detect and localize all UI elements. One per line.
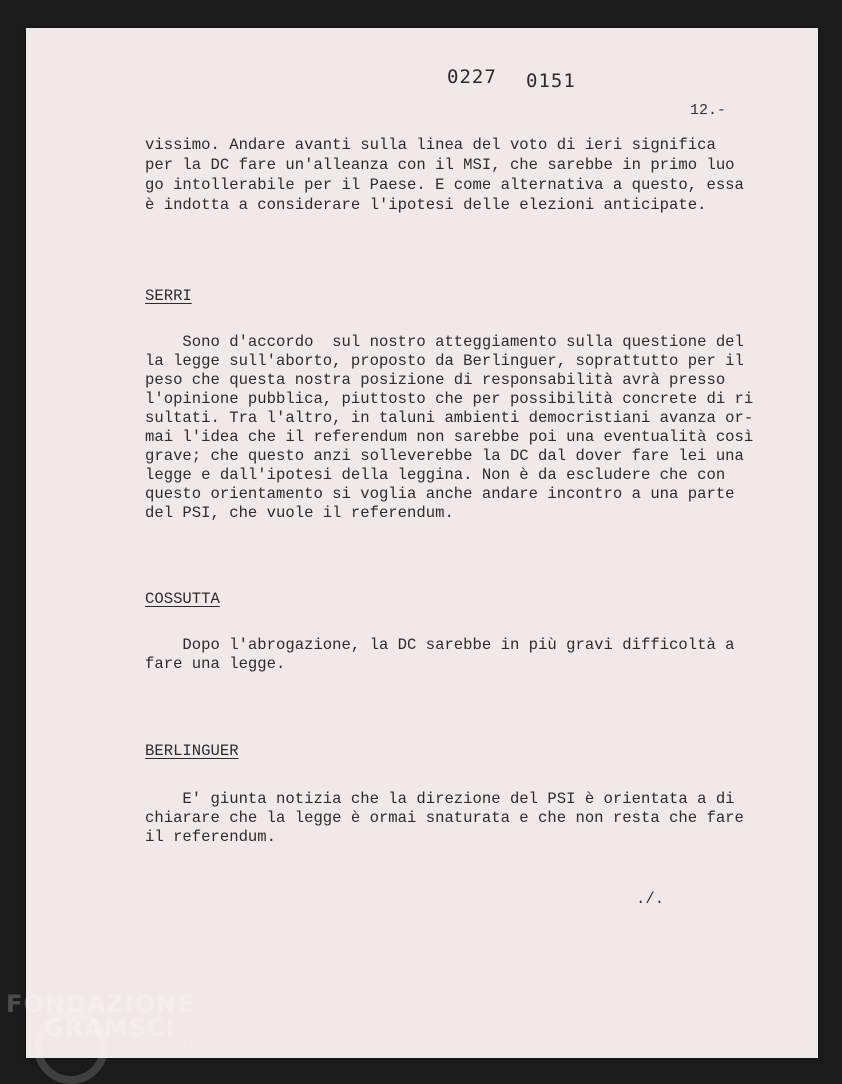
speaker-name: SERRI (145, 287, 192, 305)
text-line: sultati. Tra l'altro, in taluni ambienti democristiani avanza or- (145, 409, 754, 427)
text-line: il referendum. (145, 828, 277, 846)
text-line: è indotta a considerare l'ipotesi delle elezioni anticipate. (145, 196, 707, 214)
text-line: questo orientamento si voglia anche andare incontro a una parte (145, 485, 735, 503)
text-line: peso che questa nostra posizione di responsabilità avrà presso (145, 371, 726, 389)
archive-stamp-number: 0151 (526, 70, 576, 92)
watermark-line: FONDAZIONE (6, 990, 195, 1018)
text-line: mai l'idea che il referendum non sarebbe poi una eventualità così (145, 428, 754, 446)
speaker-name: BERLINGUER (145, 742, 239, 760)
text-line: grave; che questo anzi solleverebbe la DC dal dover fare lei una (145, 447, 744, 465)
text-line: vissimo. Andare avanti sulla linea del voto di ieri significa (145, 136, 716, 154)
text-line: la legge sull'aborto, proposto da Berlinguer, soprattutto per il (145, 352, 744, 370)
page-number: 12.- (690, 102, 727, 119)
text-line: go intollerabile per il Paese. E come alternativa a questo, essa (145, 176, 744, 194)
text-line: del PSI, che vuole il referendum. (145, 504, 454, 522)
watermark-line: onlus (176, 1038, 206, 1051)
text-line: fare una legge. (145, 655, 286, 673)
text-line: Dopo l'abrogazione, la DC sarebbe in più gravi difficoltà a (145, 636, 735, 654)
archive-stamp-number: 0227 (447, 66, 497, 88)
continuation-mark: ./. (636, 890, 665, 908)
text-line: chiarare che la legge è ormai snaturata e che non resta che fare (145, 809, 744, 827)
text-line: legge e dall'ipotesi della leggina. Non è da escludere che con (145, 466, 726, 484)
text-line: per la DC fare un'alleanza con il MSI, che sarebbe in primo luo (145, 156, 735, 174)
text-line: Sono d'accordo sul nostro atteggiamento sulla questione del (145, 333, 744, 351)
text-line: E' giunta notizia che la direzione del PSI è orientata a di (145, 790, 735, 808)
watermark-line: GRAMSCI (44, 1014, 176, 1042)
text-line: l'opinione pubblica, piuttosto che per possibilità concrete di ri (145, 390, 754, 408)
watermark-circle (34, 1010, 108, 1084)
watermark-logo (6, 990, 205, 1051)
speaker-name: COSSUTTA (145, 590, 220, 608)
